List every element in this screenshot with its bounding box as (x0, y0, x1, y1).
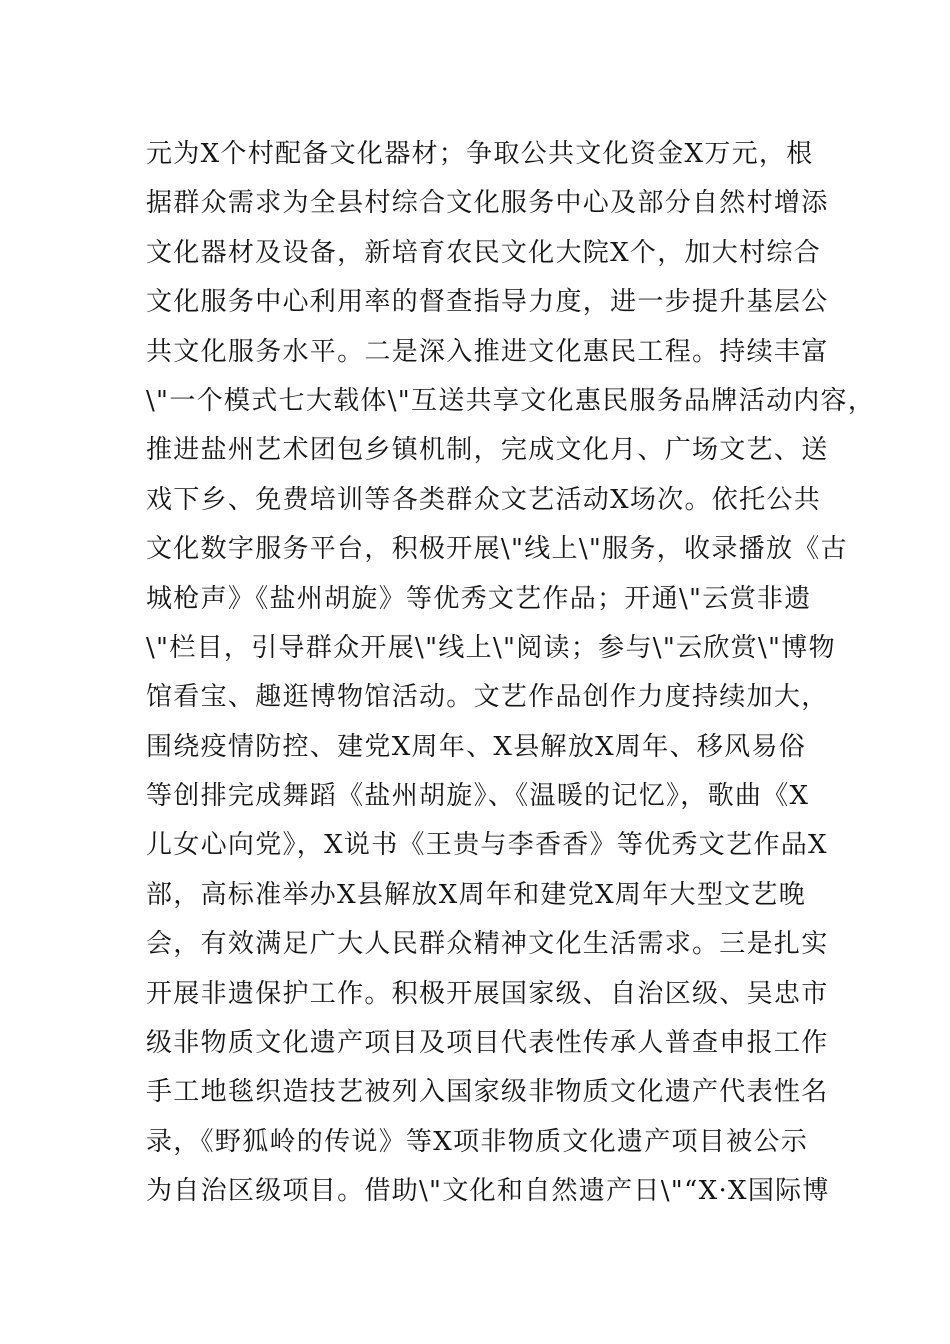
text-line: 城枪声》《盐州胡旋》等优秀文艺作品；开通\"云赏非遗 (146, 583, 812, 614)
text-line: \"一个模式七大载体\"互送共享文化惠民服务品牌活动内容， (146, 385, 876, 416)
text-line: 据群众需求为全县村综合文化服务中心及部分自然村增添 (146, 188, 829, 219)
text-line: 元为X个村配备文化器材；争取公共文化资金X万元，根 (146, 139, 814, 169)
text-line: 儿女心向党》，X说书《王贵与李香香》等优秀文艺作品X (146, 830, 828, 861)
text-line: 会，有效满足广大人民群众精神文化生活需求。三是扎实 (146, 929, 829, 960)
text-line: 为自治区级项目。借助\"文化和自然遗产日\"“X·X国际博 (146, 1176, 830, 1207)
text-line: 级非物质文化遗产项目及项目代表性传承人普查申报工作 (146, 1028, 829, 1059)
text-line: \"栏目，引导群众开展\"线上\"阅读；参与\"云欣赏\"博物 (146, 632, 836, 663)
text-line: 围绕疫情防控、建党X周年、X县解放X周年、移风易俗 (146, 731, 807, 762)
text-line: 共文化服务水平。二是深入推进文化惠民工程。持续丰富 (146, 336, 829, 367)
text-line: 部，高标准举办X县解放X周年和建党X周年大型文艺晚 (146, 879, 807, 910)
text-line: 开展非遗保护工作。积极开展国家级、自治区级、吴忠市 (146, 978, 829, 1009)
text-line: 录，《野狐岭的传说》等X项非物质文化遗产项目被公示 (146, 1126, 809, 1157)
text-line: 文化服务中心利用率的督查指导力度，进一步提升基层公 (146, 287, 829, 318)
text-line: 等创排完成舞蹈《盐州胡旋》、《温暖的记忆》，歌曲《X (146, 781, 810, 812)
text-line: 文化数字服务平台，积极开展\"线上\"服务，收录播放《古 (146, 534, 848, 565)
text-line: 推进盐州艺术团包乡镇机制，完成文化月、广场文艺、送 (146, 435, 829, 466)
text-line: 文化器材及设备，新培育农民文化大院X个，加大村综合 (146, 237, 822, 268)
text-line: 戏下乡、免费培训等各类群众文艺活动X场次。依托公共 (146, 484, 822, 515)
text-line: 手工地毯织造技艺被列入国家级非物质文化遗产代表性名 (146, 1077, 829, 1108)
body-paragraph (146, 130, 876, 1217)
text-line: 馆看宝、趣逛博物馆活动。文艺作品创作力度持续加大， (146, 682, 829, 713)
